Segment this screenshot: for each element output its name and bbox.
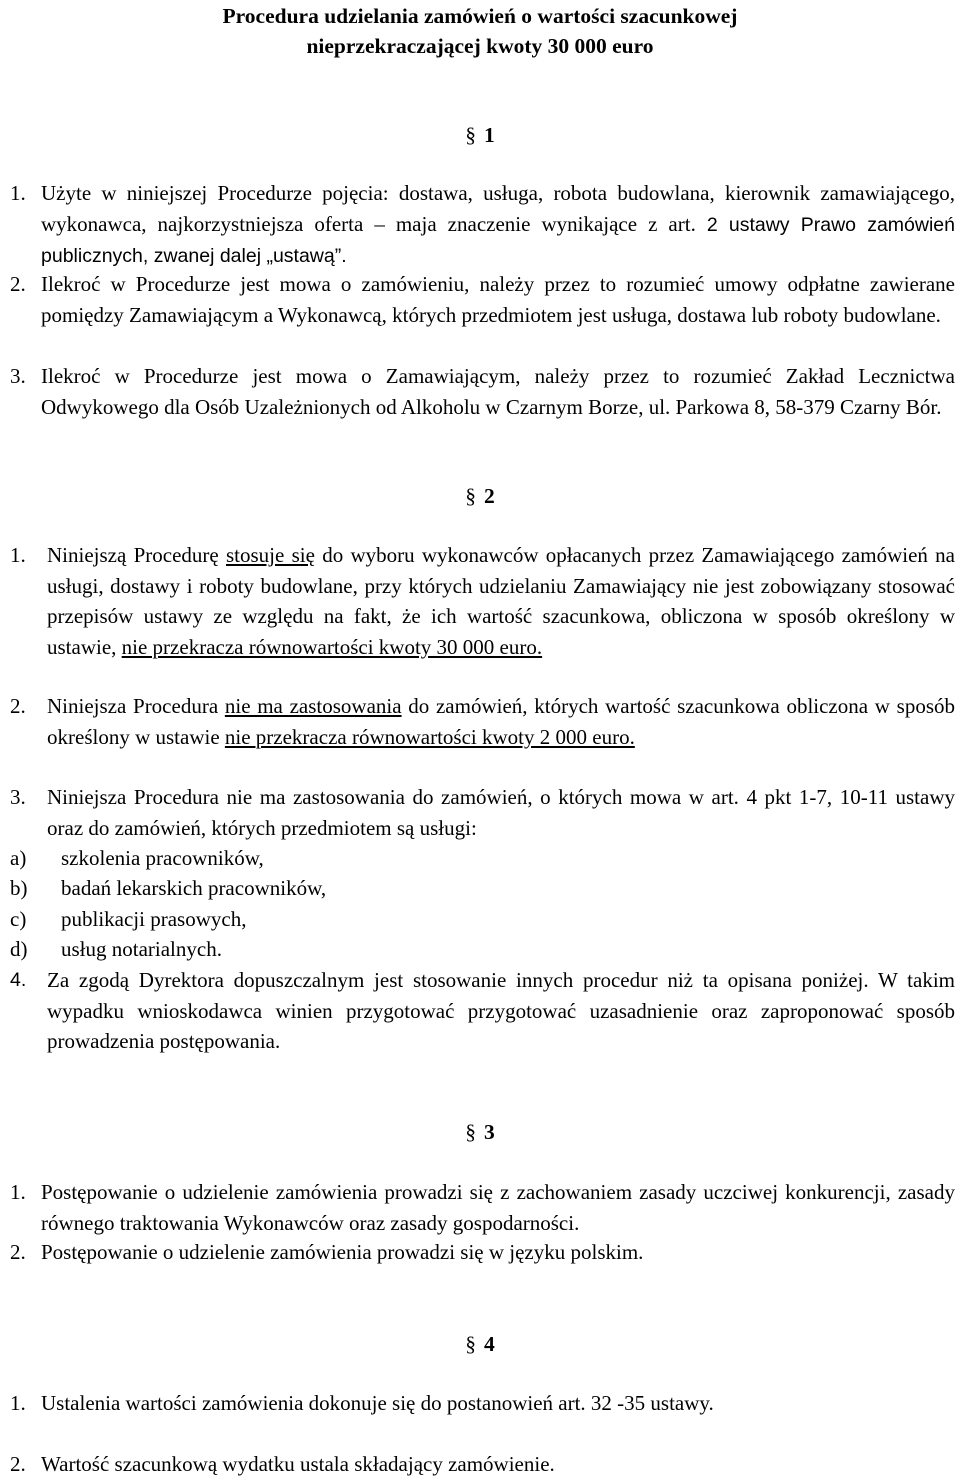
item-text: Niniejsza Procedura	[47, 694, 225, 718]
item-text: Ilekroć w Procedurze jest mowa o Zamawiającym, należy przez to rozumieć Zakład Lecznictwa Odwykowego dla Osób Uzależnionych od Alkoholu w Czarnym Borze, ul. Parkowa 8, 58-379 Czarny Bór.	[41, 364, 955, 419]
underlined-text: stosuje się	[225, 543, 315, 567]
s2-item-2	[10, 691, 955, 752]
item-letter: a)	[10, 846, 27, 870]
item-number: 2.	[10, 694, 26, 718]
item-text-sans: 2 ustawy Prawo zamówień publicznych, zwanej dalej „ustawą”.	[41, 213, 955, 267]
section-symbol: §	[465, 484, 476, 508]
section-symbol: §	[465, 1332, 476, 1356]
title-line-2: nieprzekraczającej kwoty 30 000 euro	[306, 34, 654, 58]
section-symbol: §	[465, 1120, 476, 1144]
item-text: Za zgodą Dyrektora dopuszczalnym jest stosowanie innych procedur niż ta opisana poniżej. W takim wypadku wnioskodawca winien przygotować przygotować uzasadnienie oraz zaproponować sposób prowadzenia postępowania.	[47, 968, 955, 1053]
section-heading-3	[0, 1117, 960, 1147]
item-text: publikacji prasowych,	[61, 907, 247, 931]
item-text: usług notarialnych.	[61, 937, 222, 961]
section-number: 2	[484, 484, 495, 508]
item-number: 4.	[10, 969, 27, 991]
item-text: Wartość szacunkową wydatku ustala składający zamówienie.	[41, 1452, 555, 1476]
underlined-text: nie ma zastosowania	[224, 694, 402, 718]
item-number: 3.	[10, 785, 26, 809]
s2-subitem-c	[10, 904, 955, 935]
s1-item-1	[10, 178, 955, 272]
item-text: do zamówień, których wartość szacunkowa obliczona w sposób określony w ustawie	[47, 694, 956, 749]
item-number: 2.	[10, 1240, 26, 1264]
s2-subitem-b	[10, 873, 955, 904]
section-heading-4	[0, 1329, 960, 1359]
s1-item-3	[10, 361, 955, 422]
section-number: 3	[484, 1120, 495, 1144]
s3-item-2	[10, 1237, 955, 1268]
s3-item-1	[10, 1177, 955, 1238]
s2-subitem-a	[10, 843, 955, 874]
item-text: Postępowanie o udzielenie zamówienia prowadzi się w języku polskim.	[41, 1240, 644, 1264]
item-text: Niniejsza Procedura nie ma zastosowania do zamówień, o których mowa w art. 4 pkt 1-7, 10-11 ustawy oraz do zamówień, których przedmiotem są usługi:	[47, 785, 955, 840]
item-text: Ilekroć w Procedurze jest mowa o zamówieniu, należy przez to rozumieć umowy odpłatne zawierane pomiędzy Zamawiającym a Wykonawcą, których przedmiotem jest usługa, dostawa lub roboty budowlane.	[41, 272, 955, 327]
section-number: 4	[484, 1332, 495, 1356]
item-letter: c)	[10, 907, 27, 931]
section-number: 1	[484, 123, 495, 147]
s2-item-3	[10, 782, 955, 843]
section-heading-2	[0, 481, 960, 511]
item-letter: b)	[10, 876, 28, 900]
item-number: 1.	[10, 181, 26, 205]
document-title	[0, 1, 960, 61]
title-line-1: Procedura udzielania zamówień o wartości szacunkowej	[222, 4, 738, 28]
item-text: badań lekarskich pracowników,	[61, 876, 327, 900]
item-text: szkolenia pracowników,	[61, 846, 264, 870]
s2-item-1	[10, 540, 955, 662]
s4-item-1	[10, 1388, 955, 1419]
s2-subitem-d	[10, 934, 955, 965]
item-text: do wyboru wykonawców opłacanych przez Zamawiającego zamówień na usługi, dostawy i roboty budowlane, przy których udzielaniu Zamawiający nie jest zobowiązany stosować przepisów ustawy ze względu na fakt, że ich wartość szacunkowa, obliczona w sposób określony w ustawie,	[47, 543, 955, 659]
section-heading-1	[0, 120, 960, 150]
item-text: Postępowanie o udzielenie zamówienia prowadzi się z zachowaniem zasady uczciwej konkurencji, zasady równego traktowania Wykonawców oraz zasady gospodarności.	[41, 1180, 955, 1235]
item-number: 3.	[10, 364, 26, 388]
item-text: Niniejszą Procedurę	[47, 543, 226, 567]
item-letter: d)	[10, 937, 28, 961]
s4-item-2	[10, 1449, 955, 1480]
underlined-text: nie przekracza równowartości kwoty 2 000 euro.	[224, 724, 635, 749]
s1-item-2	[10, 269, 955, 330]
item-number: 1.	[10, 1180, 26, 1204]
item-number: 2.	[10, 272, 26, 296]
item-text: Użyte w niniejszej Procedurze pojęcia: dostawa, usługa, robota budowlana, kierownik zamawiającego, wykonawca, najkorzystniejsza oferta – maja znaczenie wynikające z art.	[41, 181, 955, 236]
s2-item-4	[10, 965, 955, 1057]
item-text: Ustalenia wartości zamówienia dokonuje się do postanowień art. 32 -35 ustawy.	[41, 1391, 714, 1415]
item-number: 1.	[10, 1391, 26, 1415]
section-symbol: §	[465, 123, 476, 147]
underlined-text: nie przekracza równowartości kwoty 30 000 euro.	[121, 634, 543, 659]
item-number: 2.	[10, 1452, 26, 1476]
item-number: 1.	[10, 543, 26, 567]
